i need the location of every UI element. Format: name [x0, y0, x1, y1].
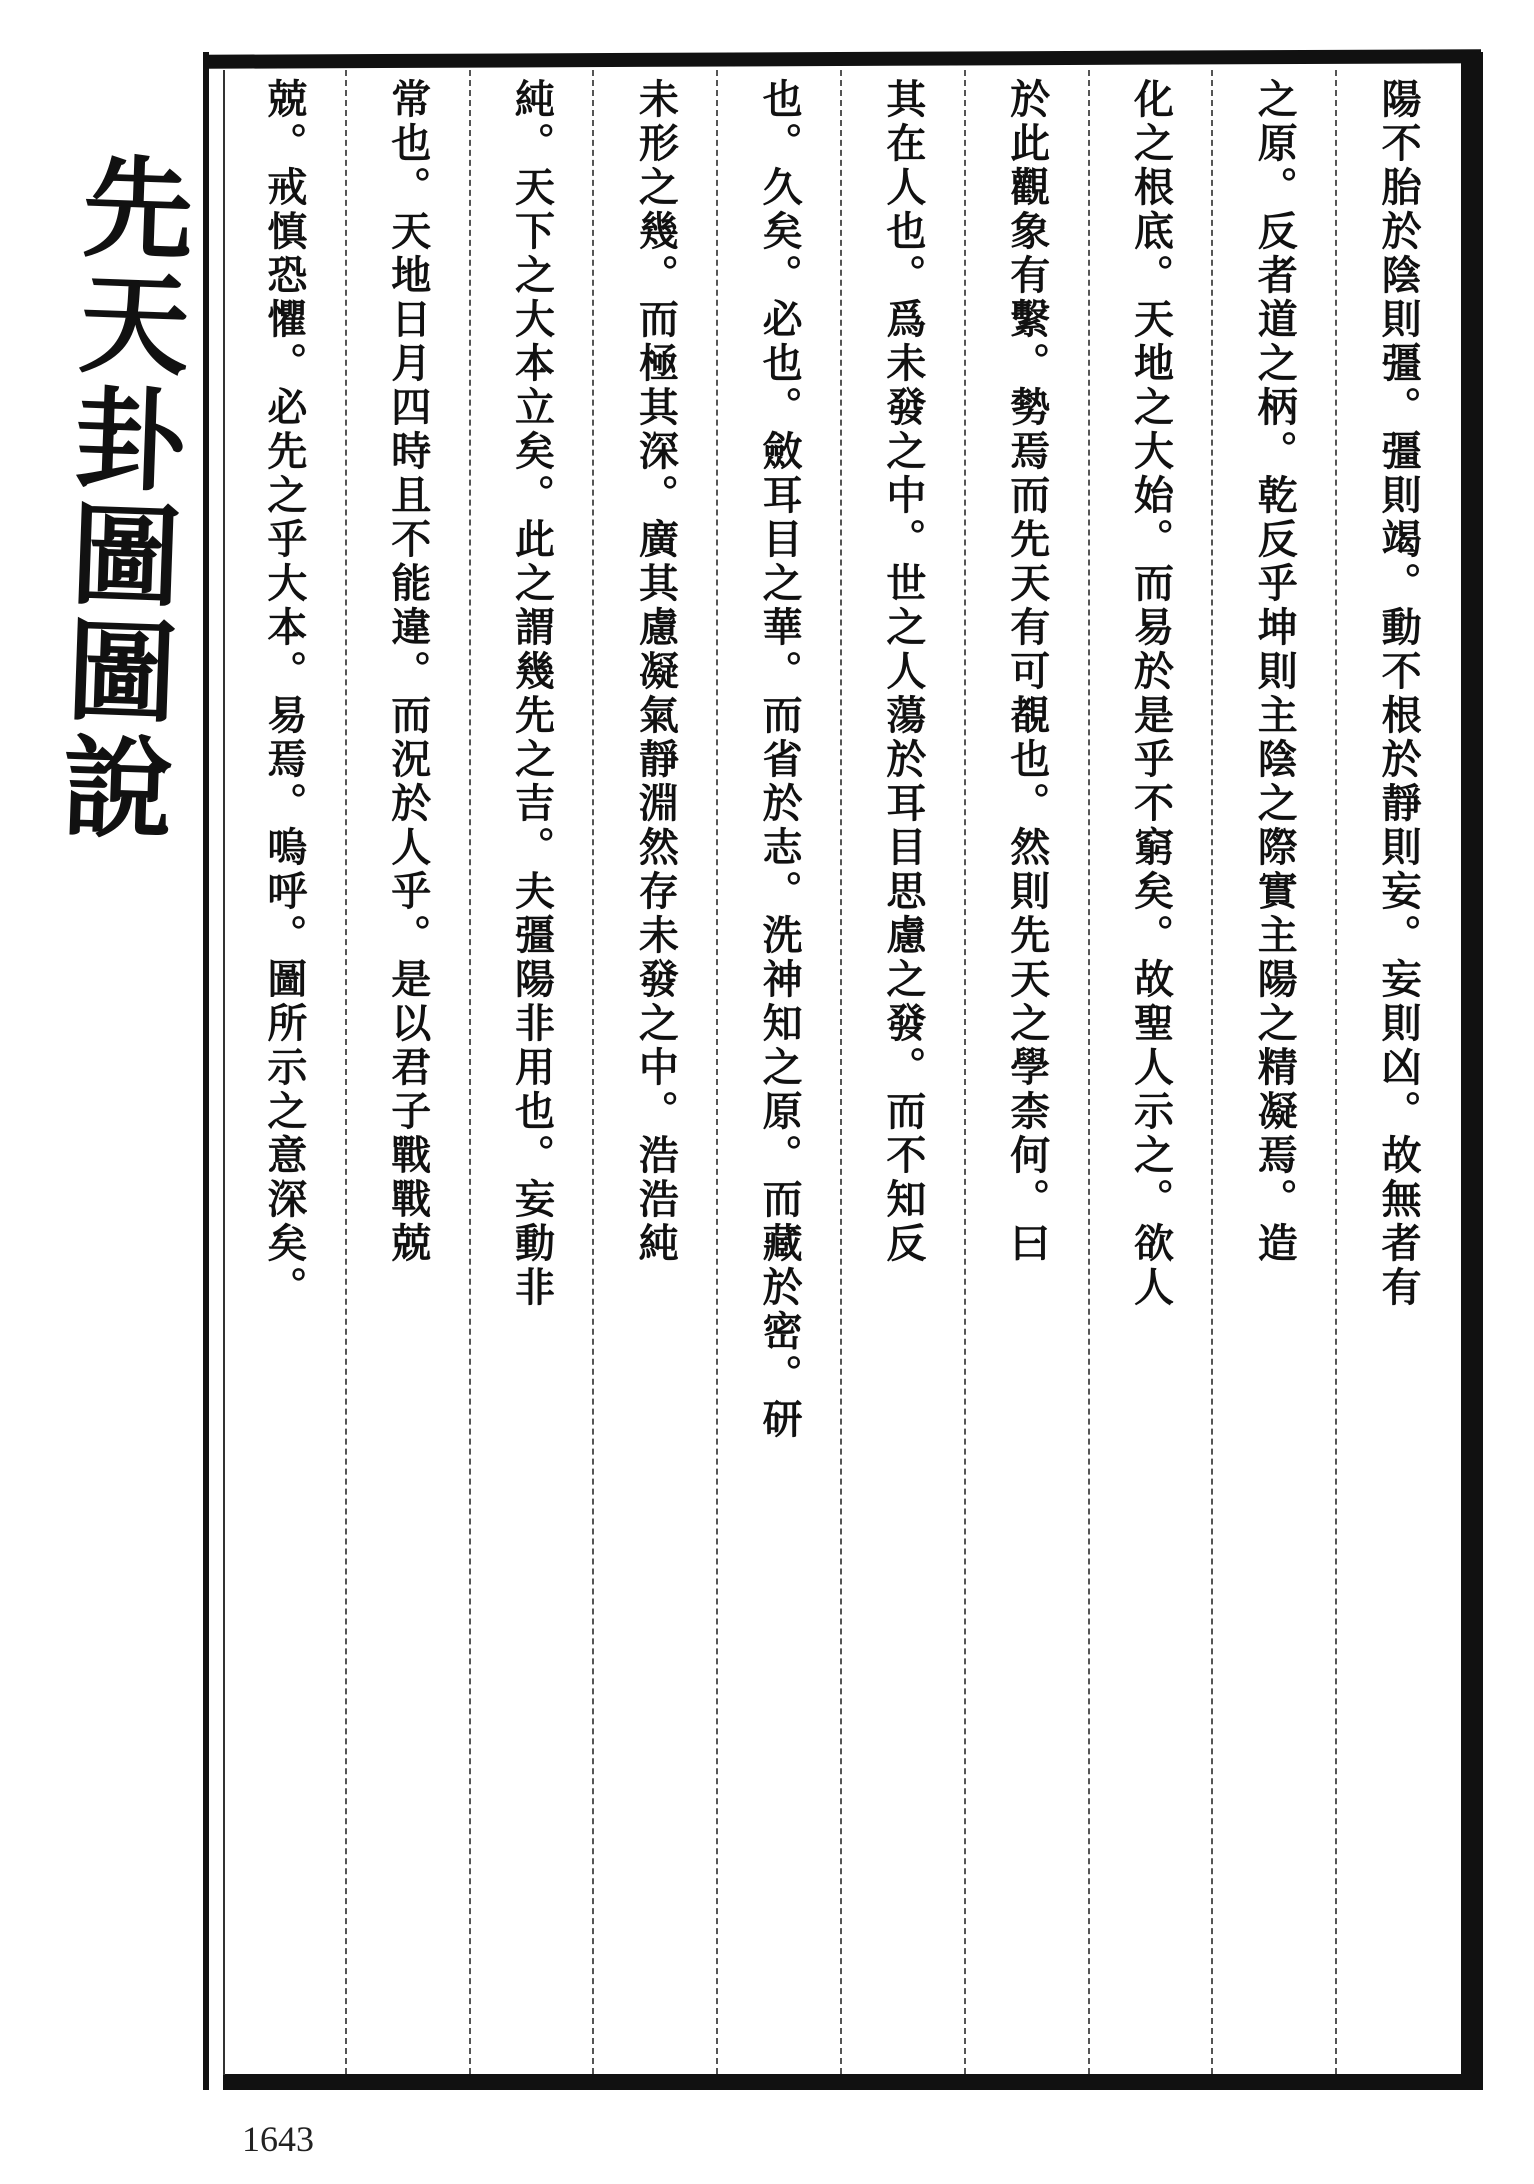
- text-column-9: [345, 70, 469, 2074]
- column-text: 純。天下之大本立矣。此之謂幾先之吉。夫彊陽非用也。妄動非: [508, 78, 556, 1310]
- text-column-2: [1211, 70, 1335, 2074]
- column-text: 化之根底。天地之大始。而易於是乎不窮矣。故聖人示之。欲人: [1127, 78, 1175, 1310]
- column-text: 兢。戒慎恐懼。必先之乎大本。易焉。嗚呼。圖所示之意深矣。: [260, 78, 308, 1310]
- text-column-1: [1335, 70, 1459, 2074]
- column-text: 陽不胎於陰則彊。彊則竭。動不根於靜則妄。妄則凶。故無者有: [1375, 78, 1423, 1310]
- page-number: 1643: [242, 2119, 314, 2159]
- text-column-5: [840, 70, 964, 2074]
- text-column-7: [592, 70, 716, 2074]
- column-text: 也。久矣。必也。斂耳目之華。而省於志。洗神知之原。而藏於密。研: [756, 78, 804, 1442]
- text-block: [223, 70, 1459, 2074]
- running-title: [42, 148, 196, 1150]
- running-title-text: 先天卦圖圖說: [42, 148, 196, 849]
- column-text: 之原。反者道之柄。乾反乎坤則主陰之際實主陽之精凝焉。造: [1251, 78, 1299, 1266]
- frame-border-right: [1461, 52, 1483, 2090]
- page-frame: [203, 52, 1481, 2102]
- frame-border-left: [203, 52, 209, 2090]
- column-text: 未形之幾。而極其深。廣其慮凝氣靜淵然存未發之中。浩浩純: [632, 78, 680, 1266]
- text-column-10: [223, 70, 345, 2074]
- frame-border-bottom: [223, 2074, 1481, 2090]
- column-text: 其在人也。爲未發之中。世之人蕩於耳目思慮之發。而不知反: [879, 78, 927, 1266]
- column-text: 於此觀象有繫。勢焉而先天有可覩也。然則先天之學柰何。曰: [1003, 78, 1051, 1266]
- text-column-3: [1088, 70, 1212, 2074]
- text-column-6: [716, 70, 840, 2074]
- text-column-8: [469, 70, 593, 2074]
- text-column-4: [964, 70, 1088, 2074]
- column-text: 常也。天地日月四時且不能違。而況於人乎。是以君子戰戰兢: [384, 78, 432, 1266]
- frame-border-top: [203, 49, 1481, 69]
